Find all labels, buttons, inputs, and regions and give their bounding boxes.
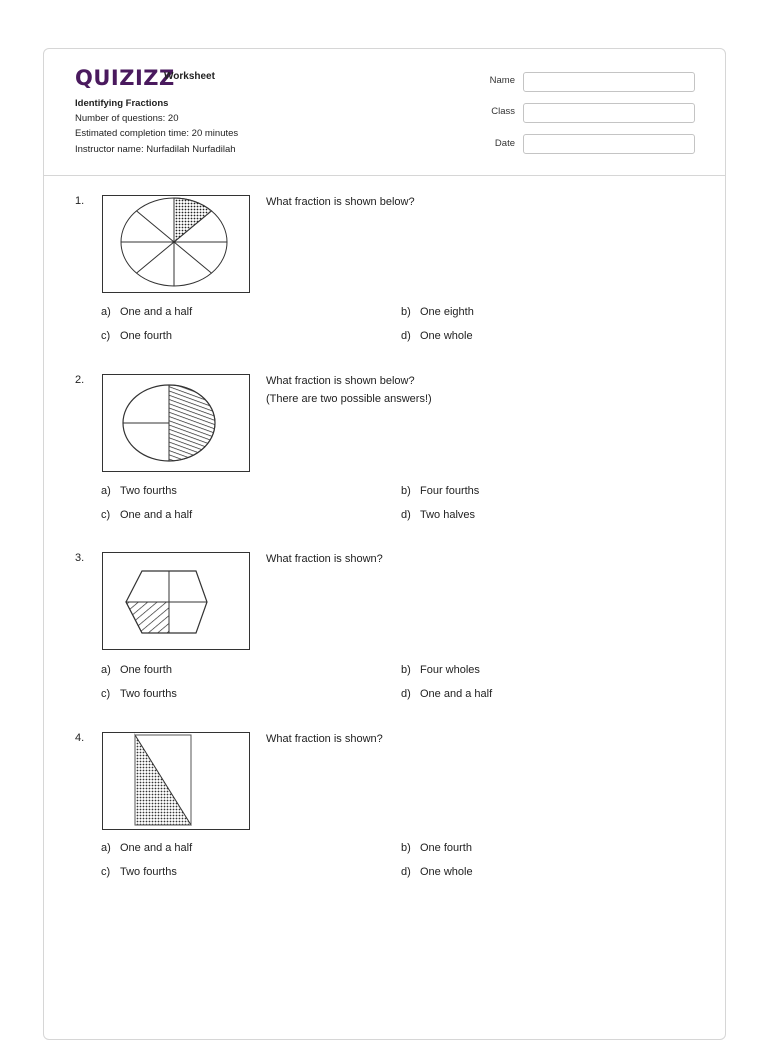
option-c[interactable]: c) Two fourths bbox=[101, 688, 177, 700]
date-field[interactable] bbox=[523, 134, 695, 154]
question-figure-circle-quarters bbox=[102, 374, 250, 472]
option-d[interactable]: d) One and a half bbox=[401, 688, 493, 700]
logo-suffix: Worksheet bbox=[164, 71, 215, 82]
question-number: 4. bbox=[75, 732, 85, 744]
option-b[interactable]: b) Four fourths bbox=[401, 485, 480, 497]
option-c[interactable]: c) One and a half bbox=[101, 509, 193, 521]
completion-time: Estimated completion time: 20 minutes bbox=[75, 128, 239, 139]
option-d[interactable]: d) Two halves bbox=[401, 509, 476, 521]
name-field[interactable] bbox=[523, 72, 695, 92]
question-number: 3. bbox=[75, 552, 85, 564]
worksheet-header bbox=[44, 49, 725, 176]
question-text: What fraction is shown? bbox=[266, 553, 383, 565]
option-c[interactable]: c) Two fourths bbox=[101, 866, 177, 878]
question-figure-circle-eighths bbox=[102, 195, 250, 293]
option-d[interactable]: d) One whole bbox=[401, 866, 473, 878]
option-a[interactable]: a) Two fourths bbox=[101, 485, 177, 497]
question-number: 1. bbox=[75, 195, 85, 207]
option-b[interactable]: b) One fourth bbox=[401, 842, 472, 854]
question-prompt: What fraction is shown below? bbox=[266, 375, 415, 387]
question-figure-rectangle bbox=[102, 732, 250, 830]
date-label: Date bbox=[494, 138, 515, 149]
option-a[interactable]: a) One fourth bbox=[101, 664, 172, 676]
option-b[interactable]: b) One eighth bbox=[401, 306, 474, 318]
question-hint: (There are two possible answers!) bbox=[266, 393, 432, 405]
option-a[interactable]: a) One and a half bbox=[101, 842, 193, 854]
instructor-name: Instructor name: Nurfadilah Nurfadilah bbox=[75, 144, 236, 155]
worksheet-title: Identifying Fractions bbox=[75, 98, 169, 109]
option-a[interactable]: a) One and a half bbox=[101, 306, 193, 318]
quizizz-logo: QUIZIZZ bbox=[75, 66, 175, 90]
option-d[interactable]: d) One whole bbox=[401, 330, 473, 342]
question-figure-hexagon bbox=[102, 552, 250, 650]
option-b[interactable]: b) Four wholes bbox=[401, 664, 480, 676]
class-field[interactable] bbox=[523, 103, 695, 123]
question-number: 2. bbox=[75, 374, 85, 386]
question-text bbox=[266, 372, 432, 408]
option-c[interactable]: c) One fourth bbox=[101, 330, 172, 342]
class-label: Class bbox=[491, 106, 515, 117]
question-text: What fraction is shown below? bbox=[266, 196, 415, 208]
worksheet-page bbox=[43, 48, 726, 1040]
name-label: Name bbox=[489, 75, 515, 86]
number-of-questions: Number of questions: 20 bbox=[75, 113, 179, 124]
question-text: What fraction is shown? bbox=[266, 733, 383, 745]
